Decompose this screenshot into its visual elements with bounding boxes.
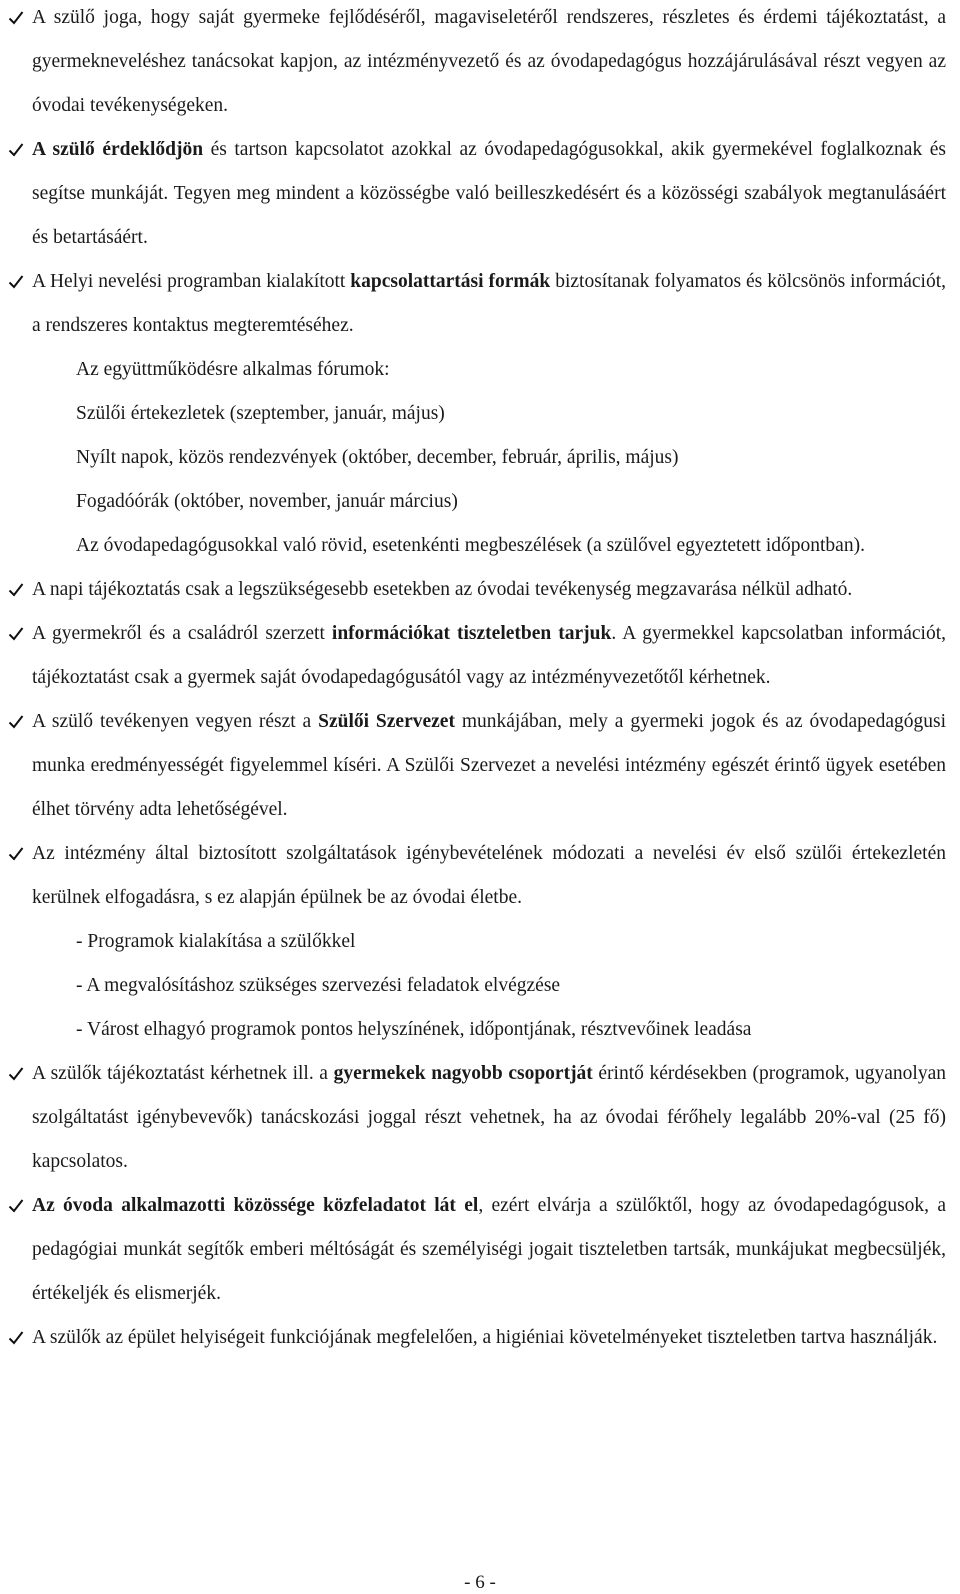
item-text: A szülő tevékenyen vegyen részt a Szülői Szervezet munkájában, mely a gyermeki jogok és az óvodapedagógusi munka eredményességét figyelemmel kíséri. A Szülői Szervezet a nevelési intézmény egészét érintő ügyek esetében élhet törvény adta lehetőségével. [32, 711, 946, 820]
list-item [0, 832, 960, 920]
item-text: A napi tájékoztatás csak a legszükségesebb esetekben az óvodai tevékenység megzavarása nélkül adható. [32, 579, 853, 600]
item-text: A Helyi nevelési programban kialakított kapcsolattartási formák biztosítanak folyamatos és kölcsönös információt, a rendszeres kontaktus megteremtéséhez. [32, 271, 947, 336]
list-item [0, 1052, 960, 1184]
list-item [0, 568, 960, 612]
item-text: Az intézmény által biztosított szolgáltatások igénybevételének módozati a nevelési év első szülői értekezletén kerülnek elfogadásra, s ez alapján épülnek be az óvodai életbe. [32, 843, 946, 908]
forum-item: Az óvodapedagógusokkal való rövid, esetenkénti megbeszélések (a szülővel egyeztetett időpontban). [76, 535, 865, 556]
program-item: - A megvalósításhoz szükséges szervezési feladatok elvégzése [76, 975, 561, 996]
forum-item: Fogadóórák (október, november, január március) [76, 491, 458, 512]
checkmark-icon [8, 568, 28, 612]
list-item [0, 260, 960, 348]
checkmark-icon [8, 700, 28, 744]
program-item: - Programok kialakítása a szülőkkel [76, 931, 356, 952]
checkmark-icon [8, 612, 28, 656]
checkmark-icon [8, 1184, 28, 1228]
item-text: A szülők az épület helyiségeit funkciójának megfelelően, a higiéniai követelményeket tiszteletben tartva használják. [32, 1327, 938, 1348]
page-number: - 6 - [464, 1572, 496, 1593]
forum-item: Nyílt napok, közös rendezvények (október, december, február, április, május) [76, 447, 679, 468]
list-item [0, 128, 960, 260]
item-text: A szülők tájékoztatást kérhetnek ill. a gyermekek nagyobb csoportját érintő kérdésekben (programok, ugyanolyan szolgáltatást igénybevevők) tanácskozási joggal részt vehetnek, ha az óvodai férőhely legalább 20%-val (25 fő) kapcsolatos. [32, 1063, 947, 1172]
forums-intro: Az együttműködésre alkalmas fórumok: [76, 359, 390, 380]
list-item [0, 612, 960, 700]
list-item [0, 0, 960, 128]
item-text: A gyermekről és a családról szerzett információkat tiszteletben tarjuk. A gyermekkel kapcsolatban információt, tájékoztatást csak a gyermek saját óvodapedagógusától vagy az intézményvezetőtől kérhetnek. [32, 623, 946, 688]
checkmark-icon [8, 260, 28, 304]
program-item: - Várost elhagyó programok pontos helyszínének, időpontjának, résztvevőinek leadása [76, 1019, 752, 1040]
list-item [0, 1184, 960, 1316]
item-text: A szülő joga, hogy saját gyermeke fejlődéséről, magaviseletéről rendszeres, részletes és érdemi tájékoztatást, a gyermekneveléshez tanácsokat kapjon, az intézményvezető és az óvodapedagógus hozzájárulásával részt vegyen az óvodai tevékenységeken. [32, 7, 946, 116]
checkmark-icon [8, 128, 28, 172]
list-item [0, 1316, 960, 1360]
checkmark-icon [8, 1316, 28, 1360]
list-item [0, 700, 960, 832]
item-text: Az óvoda alkalmazotti közössége közfeladatot lát el, ezért elvárja a szülőktől, hogy az óvodapedagógusok, a pedagógiai munkát segítők emberi méltóságát és személyiségi jogait tiszteletben tartsák, munkájukat megbecsüljék, értékeljék és elismerjék. [32, 1195, 947, 1304]
checkmark-icon [8, 832, 28, 876]
checkmark-icon [8, 1052, 28, 1096]
checkmark-icon [8, 0, 28, 40]
forum-item: Szülői értekezletek (szeptember, január, május) [76, 403, 445, 424]
item-text: A szülő érdeklődjön és tartson kapcsolatot azokkal az óvodapedagógusokkal, akik gyermekével foglalkoznak és segítse munkáját. Tegyen meg mindent a közösségbe való beilleszkedésért és a közösségi szabályok megtanulásáért és betartásáért. [32, 139, 946, 248]
